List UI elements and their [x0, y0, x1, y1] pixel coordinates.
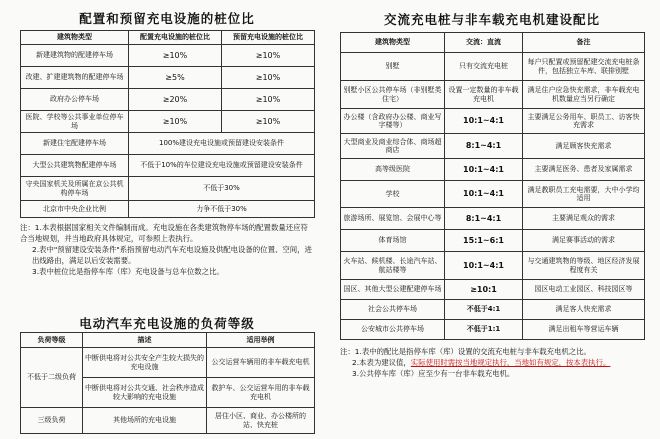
table-row — [21, 45, 315, 67]
cell-merged: 力争不低于30% — [129, 201, 315, 218]
cell-type: 新建建筑物的配建停车场 — [21, 45, 129, 67]
bay-ratio-notes — [20, 222, 314, 278]
cell-note: 满足教职员工充电需要，大中小学均适用 — [523, 181, 645, 208]
cell-note: 满足出租车等营运车辆 — [523, 320, 645, 340]
cell-type: 守央国家机关及所属在京公共机构停车场 — [21, 177, 129, 201]
table-row — [341, 252, 645, 280]
cell-reserved: ≥10% — [222, 111, 315, 133]
cell-configured: ≥10% — [129, 111, 222, 133]
note-2: 2.表中"预留建设安装条件"系指预留电动汽车充电设施及供配电设备的位置、空间，进出线路由，满足以后安装需要。 — [32, 245, 312, 266]
cell-type: 国区、其他大型公建配建停车场 — [341, 280, 445, 300]
cell-ratio: 10:1~4:1 — [445, 109, 523, 134]
cell-reserved: ≥10% — [222, 89, 315, 111]
note-1: 注：1.表中的配比是指停车库（库）设置的交流充电桩与非车载充电机之比。 — [340, 347, 591, 356]
cell-reserved: ≥10% — [222, 45, 315, 67]
right-panel — [340, 8, 644, 379]
table-row — [341, 109, 645, 134]
cell-merged: 100%建设充电设施或预留建设安装条件 — [129, 133, 315, 155]
cell-example: 居住小区、商业、办公楼所的站、快充桩 — [207, 408, 315, 434]
col-header-building-type: 建筑物类型 — [341, 33, 445, 53]
cell-desc: 中断供电将对公共安全产生较大损失的充电设施 — [83, 348, 207, 378]
cell-ratio: 10:1~4:1 — [445, 252, 523, 280]
note-2-red-underline: 实际使用时需按当地规定执行，当地如有规定，按本表执行。 — [410, 358, 611, 368]
table-row — [21, 89, 315, 111]
col-header-building-type: 建筑物类型 — [21, 31, 129, 45]
table-row — [341, 280, 645, 300]
table-row — [21, 155, 315, 177]
cell-type: 别墅小区公共停车场（非别墅类住宅） — [341, 81, 445, 109]
cell-configured: ≥5% — [129, 67, 222, 89]
load-level-table — [20, 332, 315, 434]
cell-note: 满足顾客快充需求 — [523, 134, 645, 159]
cell-desc: 中断供电将对公共交通、社会秩序造成较大影响的充电设施 — [83, 378, 207, 408]
cell-ratio: 8:1~4:1 — [445, 208, 523, 230]
cell-note: 每户只配置或预留配建交流充电桩条件，包括独立车库、联排别墅 — [523, 53, 645, 81]
note-2 — [340, 357, 644, 368]
cell-ratio: ≥10:1 — [445, 280, 523, 300]
table-row — [21, 408, 315, 434]
ac-dc-ratio-notes — [340, 346, 644, 379]
note-3: 3.表中桩位比是指停车库（库）充电设备与总车位数之比。 — [32, 267, 224, 277]
cell-type: 体育场馆 — [341, 230, 445, 252]
cell-example: 公交运营车辆用的非车载充电机 — [207, 348, 315, 378]
table-row — [21, 111, 315, 133]
note-2-text: 2.本表为建议值， — [352, 358, 411, 368]
cell-type: 办公楼（含政府办公楼、商业写字楼等） — [341, 109, 445, 134]
cell-type: 改建、扩建建筑物的配建停车场 — [21, 67, 129, 89]
table-row — [341, 159, 645, 181]
cell-note: 满足赛事活动的需求 — [523, 230, 645, 252]
cell-reserved: ≥10% — [222, 67, 315, 89]
table-row — [21, 177, 315, 201]
cell-note: 主要满足公务用车、职员工、访客快充需求 — [523, 109, 645, 134]
cell-type: 公安城市公共停车场 — [341, 320, 445, 340]
table-row — [341, 81, 645, 109]
col-header-remark: 备注 — [523, 33, 645, 53]
cell-ratio: 不低于4:1 — [445, 300, 523, 320]
cell-merged: 不低于10%的车位建设充电设施或预留建设安装条件 — [129, 155, 315, 177]
col-header-example: 适用举例 — [207, 333, 315, 348]
table-row — [21, 348, 315, 378]
cell-configured: ≥20% — [129, 89, 222, 111]
table-row — [341, 181, 645, 208]
cell-type: 大型公共建筑物配建停车场 — [21, 155, 129, 177]
table-row — [341, 230, 645, 252]
cell-type: 旅游场所、展览馆、会展中心等 — [341, 208, 445, 230]
cell-type: 火车站、候机楼、长途汽车站、航站楼等 — [341, 252, 445, 280]
cell-ratio: 只有交流充电桩 — [445, 53, 523, 81]
col-header-reserved: 预留充电设施的桩位比 — [222, 31, 315, 45]
cell-type: 政府办公停车场 — [21, 89, 129, 111]
col-header-ac-dc: 交流：直流 — [445, 33, 523, 53]
cell-ratio: 10:1~4:1 — [445, 181, 523, 208]
table-row — [341, 134, 645, 159]
bay-ratio-title: 配置和预留充电设施的桩位比 — [79, 11, 255, 26]
cell-level: 不低于二级负荷 — [21, 348, 83, 408]
table-row — [341, 53, 645, 81]
cell-ratio: 15:1~6:1 — [445, 230, 523, 252]
table-row — [341, 320, 645, 340]
left-panel — [20, 8, 314, 278]
bay-ratio-table — [20, 30, 315, 218]
load-level-panel — [20, 316, 314, 434]
cell-configured: ≥10% — [129, 45, 222, 67]
note-1: 注：1.本表根据国家相关文件编制而成。充电设施在各类建筑物停车场的配置数量还应符合当地规划，并当地政府具体规定，可参照上表执行。 — [20, 223, 308, 244]
cell-type: 别墅 — [341, 53, 445, 81]
cell-type: 学校 — [341, 181, 445, 208]
cell-note: 与交通建筑物的等级、地区经济发展程度有关 — [523, 252, 645, 280]
cell-type: 北京市中央企业比例 — [21, 201, 129, 218]
cell-ratio: 8:1~4:1 — [445, 134, 523, 159]
cell-desc: 其他场所的充电设施 — [83, 408, 207, 434]
cell-note: 满足住户应急快充需求，非车载充电机数量应当另行确定 — [523, 81, 645, 109]
table-row — [21, 133, 315, 155]
cell-type: 新建住宅配建停车场 — [21, 133, 129, 155]
table-row — [341, 208, 645, 230]
cell-level: 三级负荷 — [21, 408, 83, 434]
cell-note: 园区电动工业园区、科技园区等 — [523, 280, 645, 300]
cell-type: 社会公共停车场 — [341, 300, 445, 320]
cell-merged: 不低于30% — [129, 177, 315, 201]
cell-example: 救护车、公交运营车用的非车载充电机 — [207, 378, 315, 408]
load-level-title: 电动汽车充电设施的负荷等级 — [79, 316, 255, 331]
cell-ratio: 不低于1:1 — [445, 320, 523, 340]
cell-note: 主要满足医务、患者及家属需求 — [523, 159, 645, 181]
ac-dc-ratio-title: 交流充电桩与非车载充电机建设配比 — [383, 12, 600, 27]
cell-ratio: 设置一定数量的非车载充电机 — [445, 81, 523, 109]
cell-type: 医院、学校等公共事业单位停车场 — [21, 111, 129, 133]
table-row — [21, 201, 315, 218]
cell-type: 高等级医院 — [341, 159, 445, 181]
col-header-load-level: 负荷等级 — [21, 333, 83, 348]
col-header-configured: 配置充电设施的桩位比 — [129, 31, 222, 45]
note-3: 3.公共停车库（库）应至少有一台非车载充电机。 — [352, 369, 515, 379]
cell-ratio: 10:1~4:1 — [445, 159, 523, 181]
ac-dc-ratio-table — [340, 32, 645, 340]
cell-type: 大型商业及商业综合体、商场超商店 — [341, 134, 445, 159]
table-row — [21, 67, 315, 89]
table-row — [341, 300, 645, 320]
cell-note: 主要满足观众的需求 — [523, 208, 645, 230]
col-header-description: 描述 — [83, 333, 207, 348]
cell-note: 满足客人快充需求 — [523, 300, 645, 320]
